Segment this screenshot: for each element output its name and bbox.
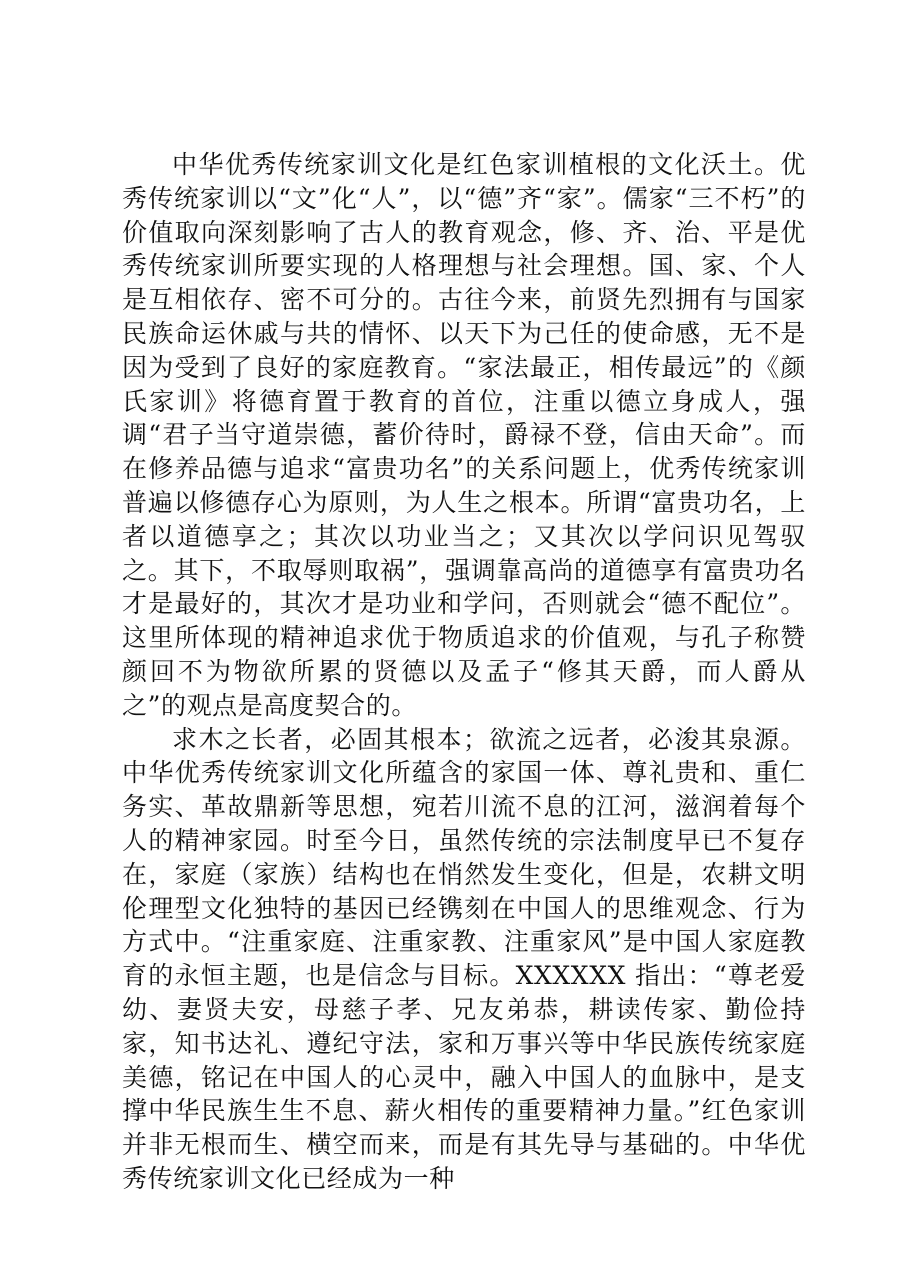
document-body — [122, 148, 806, 1196]
paragraph-1: 中华优秀传统家训文化是红色家训植根的文化沃土。优秀传统家训以“文”化“人”，以“德”齐“家”。儒家“三不朽”的价值取向深刻影响了古人的教育观念，修、齐、治、平是优秀传统家训所要实现的人格理想与社会理想。国、家、个人是互相依存、密不可分的。古往今来，前贤先烈拥有与国家民族命运休戚与共的情怀、以天下为己任的使命感，无不是因为受到了良好的家庭教育。“家法最正，相传最远”的《颜氏家训》将德育置于教育的首位，注重以德立身成人，强调“君子当守道崇德，蓄价待时，爵禄不登，信由天命”。而在修养品德与追求“富贵功名”的关系问题上，优秀传统家训普遍以修德存心为原则，为人生之根本。所谓“富贵功名，上者以道德享之；其次以功业当之；又其次以学问识见驾驭之。其下，不取辱则取祸”，强调靠高尚的道德享有富贵功名才是最好的，其次才是功业和学问，否则就会“德不配位”。这里所体现的精神追求优于物质追求的价值观，与孔子称赞颜回不为物欲所累的贤德以及孟子“修其天爵，而人爵从之”的观点是高度契合的。 — [122, 150, 806, 720]
paragraph-2: 求木之长者，必固其根本；欲流之远者，必浚其泉源。中华优秀传统家训文化所蕴含的家国一体、尊礼贵和、重仁务实、革故鼎新等思想，宛若川流不息的江河，滋润着每个人的精神家园。时至今日，虽然传统的宗法制度早已不复存在，家庭（家族）结构也在悄然发生变化，但是，农耕文明伦理型文化独特的基因已经镌刻在中国人的思维观念、行为方式中。“注重家庭、注重家教、注重家风”是中国人家庭教育的永恒主题，也是信念与目标。XXXXXX 指出：“尊老爱幼、妻贤夫安，母慈子孝、兄友弟恭，耕读传家、勤俭持家，知书达礼、遵纪守法，家和万事兴等中华民族传统家庭美德，铭记在中国人的心灵中，融入中国人的血脉中，是支撑中华民族生生不息、薪火相传的重要精神力量。”红色家训并非无根而生、横空而来，而是有其先导与基础的。中华优秀传统家训文化已经成为一种 — [122, 724, 806, 1193]
